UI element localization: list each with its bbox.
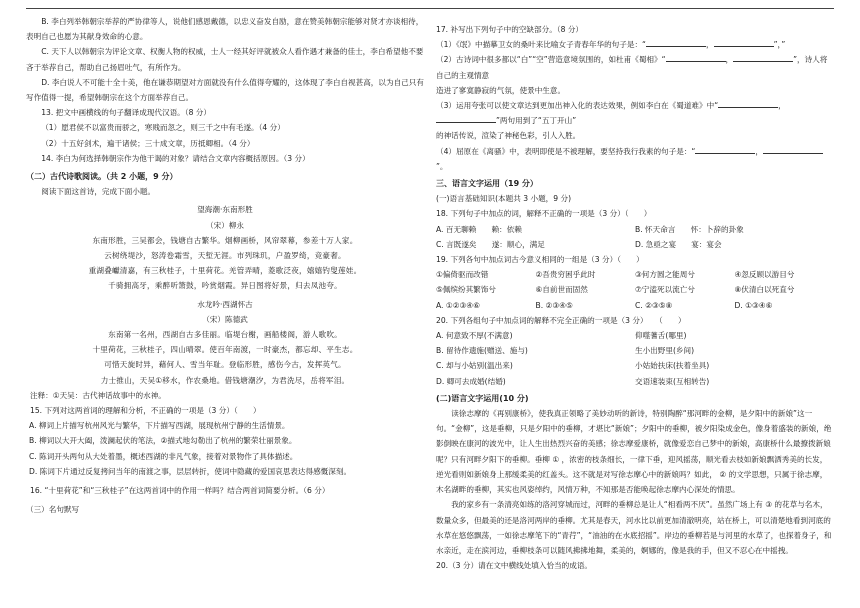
question-19-option-a: A. ①②③④⑥ <box>436 300 480 310</box>
question-19-option-b: B. ②③④⑤ <box>535 300 573 310</box>
poem1-line: 千骑拥高牙，乘醉听箫鼓，吟赏烟霞。异日图将好景，归去凤池夸。 <box>108 281 342 291</box>
question-20-option-b <box>436 343 834 358</box>
question-18-option-b: B. 怀天命言 怀：卜辞的卦象 <box>635 224 744 234</box>
option-c-line2: 吝于举荐自己，帮助自己扬眉吐气，有所作为。 <box>26 62 186 72</box>
poem1-line: 云树绕堤沙，怒涛卷霜雪，天堑无涯。市列珠玑，户盈罗绮，竞豪奢。 <box>104 251 346 261</box>
answer-blank[interactable] <box>436 113 496 123</box>
poem2-line: 可惜天旋时异，藉何人、雪当年耻。登临形胜，感伤今古，发挥英气。 <box>104 360 346 370</box>
poetry-instruction: 阅读下面这首诗，完成下面小题。 <box>41 187 156 197</box>
question-19-options <box>436 298 834 313</box>
q17-item-4-sep: ， <box>755 146 763 156</box>
poem2-author: （宋）陈德武 <box>202 314 248 324</box>
question-17-item-3 <box>436 98 834 128</box>
section-3-sub1: (一)语言基础知识(本题共 3 小题，9 分) <box>436 194 572 204</box>
question-15-option-d: D. 陈词下片通过反复拷问当年的南渡之事，层层转折，使词中隐藏的爱国哀思表达得感慨深刻。 <box>29 466 352 476</box>
option-c-line1: C. 天下人以韩朝宗为评论文章、权衡人物的权威，士人一经其好评就被众人看作遇才兼备的佳士，李白希望他不要 <box>41 47 424 57</box>
option-b-line2: 表明自己也愿为其献身效命的心意。 <box>26 32 148 42</box>
question-19-item: ③何方圆之能周兮 <box>635 270 695 280</box>
q17-item-1-text: （1）《氓》中描摹卫女的桑叶来比喻女子青春年华的句子是：“ <box>436 40 646 50</box>
option-d-line2: 写作值得一提，希望韩朝宗在这个方面举荐自己。 <box>26 93 194 103</box>
question-18-options-row1 <box>436 222 834 237</box>
question-19-item: ⑥自前世而固然 <box>535 285 588 295</box>
q17-item-4-tail: ”。 <box>436 161 448 171</box>
poem-note: 注释：①天吴：古代神话故事中的水神。 <box>30 390 166 400</box>
option-d-left: D. 卿可去成婚(结婚) <box>436 376 506 386</box>
option-c-left: C. 却与小姑别(温出来) <box>436 361 513 371</box>
question-19-item: ④忽反顾以游目兮 <box>734 270 795 280</box>
poem2-line: 十里荷花，三秋桂子，四山晴翠。使百年南渡，一时豪杰，都忘却、平生志。 <box>92 345 358 355</box>
option-b-left: B. 留待作遗施(赠送、施与) <box>436 346 528 356</box>
option-b-line1: B. 李白列举韩朝宗举荐的严协律等人，说他们感恩戴德，以忠义奋发自励，意在赞美韩朝宗能够对贤才亦谈相待， <box>41 17 424 26</box>
answer-blank[interactable] <box>763 144 823 154</box>
q17-item-1-tail: ”，” <box>773 40 786 50</box>
question-15: 15. 下列对这两首词的理解和分析，不正确的一项是（3 分）（ ） <box>30 406 261 416</box>
question-17-item-3-cont: 的神话传说，渲染了神秘色彩，引人入胜。 <box>436 131 581 141</box>
q17-item-2-tail: ”，诗人将自己的主观情意 <box>436 55 828 80</box>
right-column <box>436 14 834 573</box>
poem1-title: 望海潮·东南形胜 <box>197 205 253 215</box>
poem1-line: 东南形胜，三吴都会，钱塘自古繁华。烟柳画桥，风帘翠幕，参差十万人家。 <box>92 235 358 245</box>
question-13: 13. 把文中画横线的句子翻译成现代汉语。（8 分） <box>41 108 211 118</box>
question-19: 19. 下列各句中加点词古今意义相同的一组是（3 分）（ ） <box>436 255 644 265</box>
answer-blank[interactable] <box>695 144 755 154</box>
section-3-sub2: (二)语言文字运用(10 分) <box>436 393 529 403</box>
q17-item-3-tail: ”两句用到了“五丁开山” <box>496 116 577 126</box>
poem1-author: （宋）柳永 <box>206 220 244 230</box>
question-15-option-c: C. 陈词开头两句从大处着墨，概述西湖的非凡气象，接着对景物作了具体描述。 <box>29 451 298 461</box>
question-17-item-1 <box>436 37 834 52</box>
poem2-line: 力士推山，天吴①移水，作农桑地。借钱塘潮汐，为君洗尽，岳将军泪。 <box>100 375 350 385</box>
section-poetry-title: （二）古代诗歌阅读。（共 2 小题，9 分） <box>26 172 178 182</box>
q17-item-3-text: （3）运用夸张可以使文章达到更加出神入化的表达效果，例如李白在《蜀道难》中“ <box>436 101 719 111</box>
option-d-line1: D. 李白说人不可能十全十美，他在谦恭期望对方面就没有什么值得夸耀的，这体现了李白自视甚高，以为自己只有 <box>41 77 424 87</box>
question-20-option-d <box>436 374 834 389</box>
question-19-item: ①偏倚驱而改错 <box>436 270 489 280</box>
option-a-right: 仰噬蓍舌(哪里) <box>635 331 687 341</box>
question-19-item: ⑧伏清白以死直兮 <box>734 285 795 295</box>
question-18-option-a: A. 百无聊赖 赖：依赖 <box>436 224 522 234</box>
question-18: 18. 下列句子中加点的词，解释不正确的一项是（3 分）（ ） <box>436 209 652 219</box>
q17-item-2-text: （2）古诗词中很多都以“白”“空”营造意境氛围的，如杜甫《蜀相》“ <box>436 55 666 65</box>
question-18-options-row2 <box>436 237 834 252</box>
q17-item-1-sep: ， <box>706 40 714 50</box>
question-19-item: ⑤佩缤纷其繁饰兮 <box>436 285 496 295</box>
poem2-title: 水龙吟·西湖怀古 <box>197 299 253 309</box>
question-19-items-row1 <box>436 267 834 282</box>
question-20-option-a <box>436 328 834 343</box>
reading-passage-1: 读徐志摩的《再别康桥》，使我真正领略了美妙动听的新诗，特别陶醉“那河畔的金柳，是夕阳中的新娘”这一句。“金柳”，这是垂柳，只是夕阳中的垂柳，才堪比“新娘”；夕阳中的垂柳，被夕阳染成金色，像身着盛装的新娘，绝影倒映在康河的波光中，让人生出热烈兴奋的美感；徐志摩爱康桥，就像爱恋自己梦中的新娘，高康桥什么最撩拨新娘呢？只有河畔夕阳下的垂柳。垂柳 ① ，浓密的枝条细长，一律下垂，迎风摇荡，顺光看去枝如新娘飘洒秀美的长发，逆光看则如新娘身上那缓柔美的红盖头。这不就是对写徐志摩心中的新娘吗？如此， ② 的文学思想，只属于徐志摩，木名湖畔的垂柳，其实也风姿绰约，风情万种，不知那是否能唤起徐志摩内心深处的情思。 <box>436 409 832 495</box>
q17-item-3-sep: ， <box>778 101 786 111</box>
poem2-line: 东南第一名州，西湖自古多佳丽。临堤台榭，画船楼阁，游人歌吹。 <box>108 330 342 340</box>
question-17-item-2-cont: 造进了寥寞静寂的气氛，使景中生意。 <box>436 85 566 95</box>
question-20: 20. 下列各组句子中加点词的解释不完全正确的一项是（3 分） （ ） <box>436 315 686 325</box>
section-3-title: 三、语言文字运用（19 分） <box>436 179 538 189</box>
question-19-option-d: D. ①③④⑥ <box>734 300 773 310</box>
option-a-left: A. 何意致不厚(不满意) <box>436 331 513 341</box>
question-14: 14. 李白为何选择韩朝宗作为他干谒的对象？请结合文章内容概括原因。（3 分） <box>41 153 310 163</box>
question-13-item-1: （1）愿君侯不以富贵而骄之，寒贱而忽之，则三千之中有毛遂。（4 分） <box>41 123 285 133</box>
question-20b: 20.（3 分）请在文中横线处填入恰当的成语。 <box>436 561 593 571</box>
answer-blank[interactable] <box>733 52 793 62</box>
answer-blank[interactable] <box>718 98 778 108</box>
question-19-items-row2 <box>436 282 834 297</box>
question-20-option-c <box>436 358 834 373</box>
question-17-item-4 <box>436 144 834 174</box>
option-c-right: 小姑始扶床(扶着坐具) <box>635 361 710 371</box>
question-18-option-c: C. 言既遂矣 遂：顺心，满足 <box>436 239 545 249</box>
question-13-item-2: （2）十五好剑术，遍干诸侯；三十成文章，历抵卿相。（4 分） <box>41 138 255 148</box>
q17-item-2-sep: ， <box>725 55 734 65</box>
poem1-line: 重湖叠巘清嘉，有三秋桂子，十里荷花。羌管弄晴，菱歌泛夜，嬉嬉钓叟莲娃。 <box>88 266 362 276</box>
reading-passage-2: 我的家乡有一条清亮如练的洛河穿城而过，河畔的垂柳总是让人“相看两不厌”。虽然广场上有 ③ 的花草与名木，数量众多，但最美的还是洛河两岸的垂柳。尤其是春天，河水比以前更加清澈明亮，站在桥上，可以清楚地看到河底的水草在悠悠飘荡，一如徐志摩笔下的“青荇”，“油油的在水底招摇”。岸边的垂柳若是与河里的水草了，也探着身子，和水亲近，走在滨河边，垂柳枝条可以随风拂拂地舞，柔美的，婀娜的，像是我的手，但又不忍心在中摇拽。 <box>436 500 832 555</box>
question-19-item: ②吾贵穷困乎此时 <box>535 270 596 280</box>
question-16: 16. “十里荷花”和“三秋桂子”在这两首词中的作用一样吗？结合两首词简要分析。（6 分） <box>30 486 330 496</box>
question-18-option-d: D. 急亟之宴 宴：宴会 <box>635 239 722 249</box>
top-rule <box>26 8 834 9</box>
question-19-item: ⑦宁溘死以流亡兮 <box>635 285 695 295</box>
question-15-option-b: B. 柳词以大开大阖，泼澜起伏的笔法，②描式地勾勒出了杭州的繁荣壮丽景象。 <box>29 436 297 446</box>
question-15-option-a: A. 柳词上片描写杭州风光与繁华，下片描写西湖，展现杭州宁静的生活情景。 <box>29 421 290 431</box>
question-17-item-2 <box>436 52 834 82</box>
left-column <box>26 14 424 518</box>
question-19-option-c: C. ②③⑤⑧ <box>635 300 673 310</box>
option-d-right: 交语速装束(互相转告) <box>635 376 710 386</box>
answer-blank[interactable] <box>714 37 774 47</box>
option-b-right: 生小出野里(乡间) <box>635 346 695 356</box>
answer-blank[interactable] <box>666 52 726 62</box>
q17-item-4-text: （4）屈原在《离骚》中，表明即使是不被理解，要坚持我行我素的句子是：“ <box>436 146 696 156</box>
question-17: 17. 补写出下列句子中的空缺部分。（8 分） <box>436 25 584 34</box>
section-quotes-title: （三）名句默写 <box>26 505 80 515</box>
answer-blank[interactable] <box>646 37 706 47</box>
